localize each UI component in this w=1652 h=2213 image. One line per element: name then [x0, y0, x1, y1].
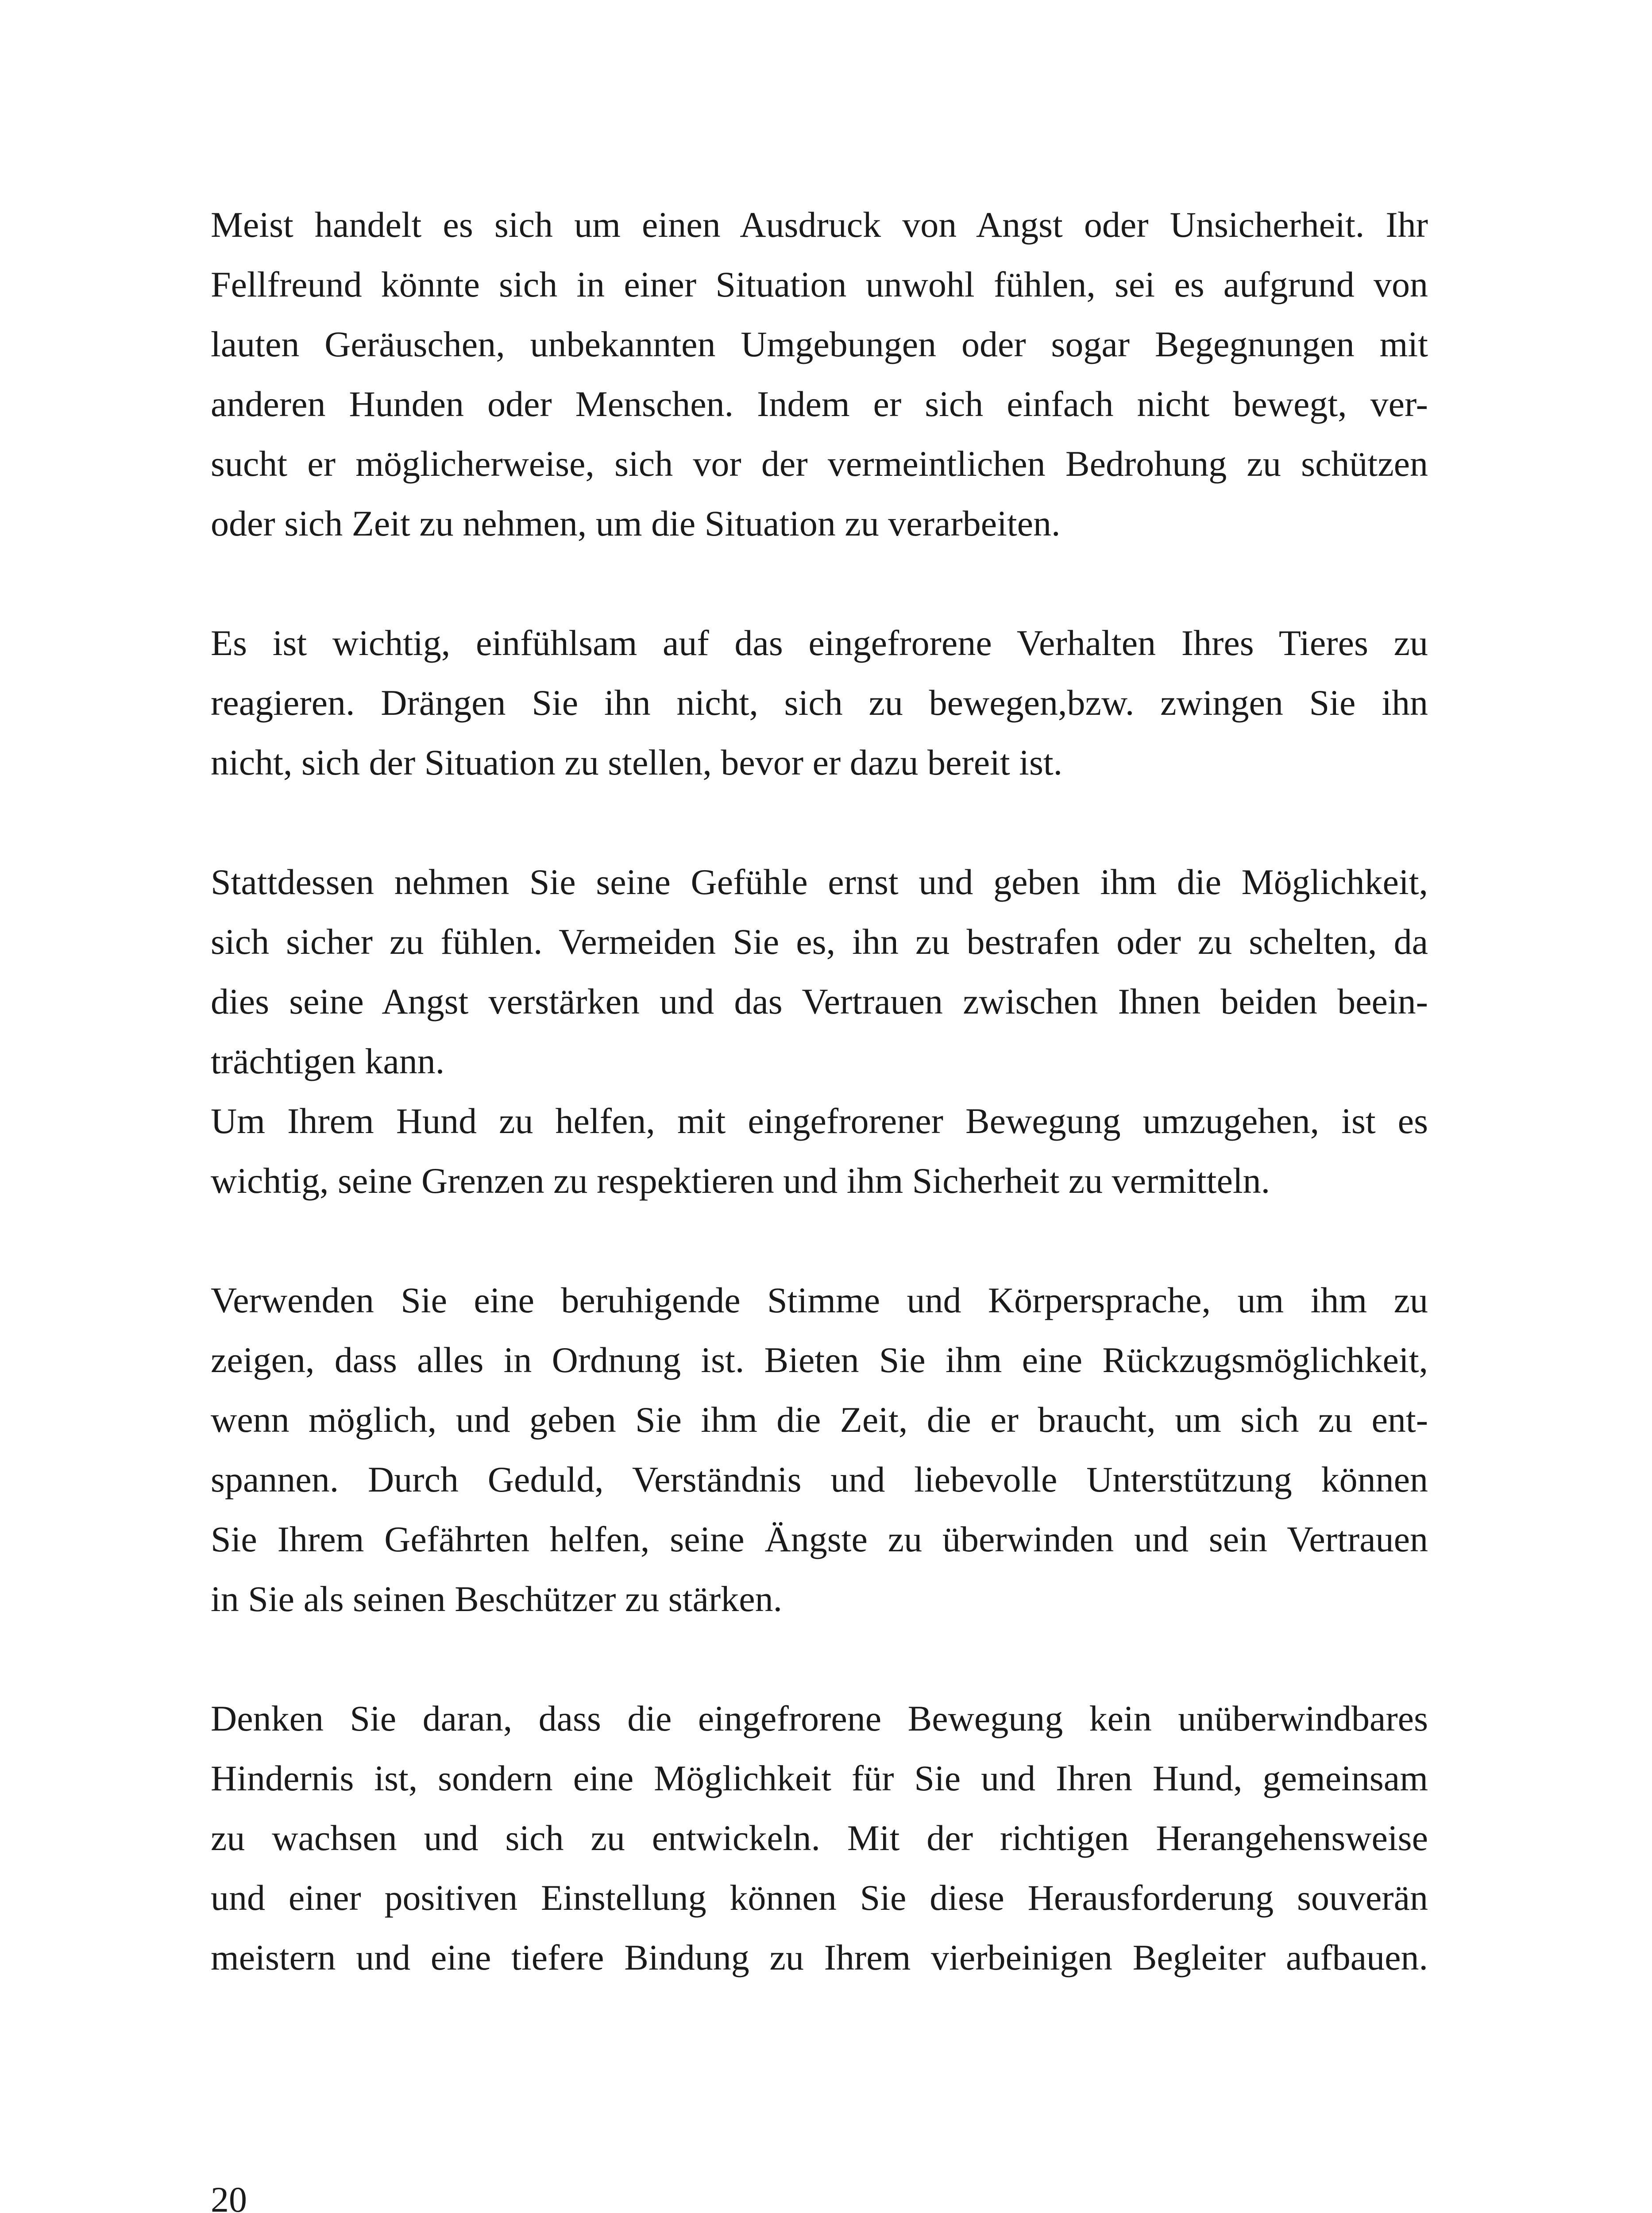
paragraph-5-line-4: und einer positiven Einstellung können Sie diese Herausforderung souverän [211, 1878, 1428, 1918]
paragraph-4-line-6: in Sie als seinen Beschützer zu stärken. [211, 1579, 783, 1619]
paragraph-3-line-3: dies seine Angst verstärken und das Vertrauen zwischen Ihnen beiden beein- [211, 981, 1428, 1022]
paragraph-gap [211, 1211, 1428, 1270]
paragraph-2-line-1: Es ist wichtig, einfühlsam auf das eingefrorene Verhalten Ihres Tieres zu [211, 623, 1428, 663]
paragraph-5-line-2: Hindernis ist, sondern eine Möglichkeit für Sie und Ihren Hund, gemeinsam [211, 1758, 1428, 1798]
paragraph-1-line-4: anderen Hunden oder Menschen. Indem er sich einfach nicht bewegt, ver- [211, 384, 1428, 424]
paragraph-1-line-3: lauten Geräuschen, unbekannten Umgebungen oder sogar Begegnungen mit [211, 324, 1428, 364]
paragraph-1-line-2: Fellfreund könnte sich in einer Situation unwohl fühlen, sei es aufgrund von [211, 264, 1428, 305]
paragraph-4-line-1: Verwenden Sie eine beruhigende Stimme und Körpersprache, um ihm zu [211, 1280, 1428, 1320]
paragraph-4-line-3: wenn möglich, und geben Sie ihm die Zeit, die er braucht, um sich zu ent- [211, 1400, 1428, 1440]
paragraph-3-line-6: wichtig, seine Grenzen zu respektieren und ihm Sicherheit zu vermitteln. [211, 1160, 1270, 1201]
page-number: 20 [211, 2179, 247, 2213]
paragraph-3-line-1: Stattdessen nehmen Sie seine Gefühle ernst und geben ihm die Möglichkeit, [211, 862, 1428, 902]
paragraph-1-line-1: Meist handelt es sich um einen Ausdruck von Angst oder Unsicherheit. Ihr [211, 204, 1428, 245]
paragraph-3-line-5: Um Ihrem Hund zu helfen, mit eingefrorener Bewegung umzugehen, ist es [211, 1101, 1428, 1141]
paragraph-gap [211, 553, 1428, 613]
paragraph-5-line-5: meistern und eine tiefere Bindung zu Ihrem vierbeinigen Begleiter aufbauen. [211, 1937, 1428, 1978]
paragraph-1-line-6: oder sich Zeit zu nehmen, um die Situation zu verarbeiten. [211, 503, 1061, 544]
paragraph-4-line-2: zeigen, dass alles in Ordnung ist. Bieten Sie ihm eine Rückzugsmöglichkeit, [211, 1340, 1428, 1380]
paragraph-1-line-5: sucht er möglicherweise, sich vor der vermeintlichen Bedrohung zu schützen [211, 443, 1428, 484]
paragraph-5-line-1: Denken Sie daran, dass die eingefrorene Bewegung kein unüberwindbares [211, 1698, 1428, 1739]
paragraph-4-line-5: Sie Ihrem Gefährten helfen, seine Ängste zu überwinden und sein Vertrauen [211, 1519, 1428, 1559]
paragraph-gap [211, 1629, 1428, 1689]
paragraph-5-line-3: zu wachsen und sich zu entwickeln. Mit der richtigen Herangehensweise [211, 1818, 1428, 1858]
paragraph-gap [211, 792, 1428, 852]
paragraph-4-line-4: spannen. Durch Geduld, Verständnis und liebevolle Unterstützung können [211, 1459, 1428, 1500]
paragraph-3-line-2: sich sicher zu fühlen. Vermeiden Sie es, ihn zu bestrafen oder zu schelten, da [211, 921, 1428, 962]
body-text [211, 195, 1428, 1987]
paragraph-2-line-3: nicht, sich der Situation zu stellen, bevor er dazu bereit ist. [211, 742, 1063, 783]
paragraph-2-line-2: reagieren. Drängen Sie ihn nicht, sich zu bewegen,bzw. zwingen Sie ihn [211, 682, 1428, 723]
paragraph-3-line-4: trächtigen kann. [211, 1041, 445, 1081]
